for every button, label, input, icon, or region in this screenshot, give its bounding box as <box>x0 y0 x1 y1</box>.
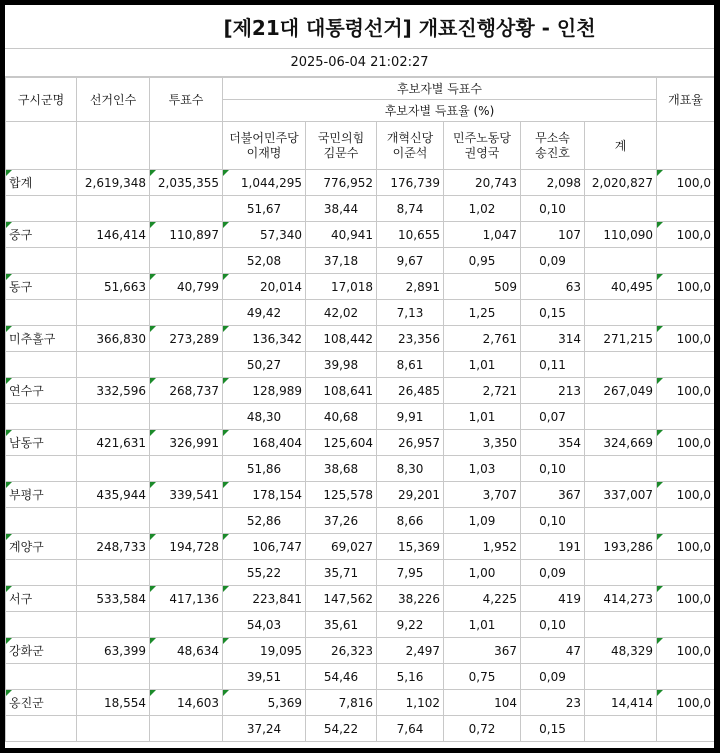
empty-cell <box>6 508 77 534</box>
progress-value: 100,0 <box>657 534 715 560</box>
candidate-rate: 8,66 <box>377 508 444 534</box>
candidate-count: 29,201 <box>377 482 444 508</box>
table-row-rates <box>6 196 715 222</box>
table-row-rates <box>6 560 715 586</box>
candidate-rate: 1,01 <box>444 352 521 378</box>
total-value: 324,669 <box>585 430 657 456</box>
electorate-value: 51,663 <box>77 274 150 300</box>
table-row-counts <box>6 222 715 248</box>
candidate-rate: 52,08 <box>223 248 306 274</box>
total-value: 193,286 <box>585 534 657 560</box>
candidate-rate: 9,91 <box>377 404 444 430</box>
empty-cell <box>657 716 715 742</box>
table-row-counts <box>6 326 715 352</box>
candidate-rate: 0,15 <box>521 716 585 742</box>
votes-value: 14,603 <box>150 690 223 716</box>
progress-value: 100,0 <box>657 378 715 404</box>
candidate-rate: 0,11 <box>521 352 585 378</box>
district-name: 옹진군 <box>6 690 77 716</box>
table-row-counts <box>6 534 715 560</box>
empty-cell <box>77 560 150 586</box>
empty-cell <box>657 404 715 430</box>
district-name: 남동구 <box>6 430 77 456</box>
empty-cell <box>150 456 223 482</box>
candidate-count: 2,098 <box>521 170 585 196</box>
empty-cell <box>657 560 715 586</box>
electorate-value: 366,830 <box>77 326 150 352</box>
votes-value: 110,897 <box>150 222 223 248</box>
candidate-rate: 0,15 <box>521 300 585 326</box>
progress-value: 100,0 <box>657 274 715 300</box>
candidate-count: 108,641 <box>306 378 377 404</box>
total-value: 110,090 <box>585 222 657 248</box>
votes-value: 417,136 <box>150 586 223 612</box>
progress-value: 100,0 <box>657 222 715 248</box>
empty-cell <box>77 352 150 378</box>
candidate-count: 20,014 <box>223 274 306 300</box>
empty-cell <box>6 404 77 430</box>
empty-cell <box>657 664 715 690</box>
candidate-rate: 51,86 <box>223 456 306 482</box>
candidate-count: 107 <box>521 222 585 248</box>
candidate-rate: 48,30 <box>223 404 306 430</box>
electorate-value: 248,733 <box>77 534 150 560</box>
progress-value: 100,0 <box>657 638 715 664</box>
candidate-rate: 0,10 <box>521 508 585 534</box>
candidate-rate: 8,30 <box>377 456 444 482</box>
empty-cell <box>585 560 657 586</box>
candidate-rate: 35,61 <box>306 612 377 638</box>
candidate-rate: 0,10 <box>521 612 585 638</box>
empty-cell <box>150 716 223 742</box>
votes-value: 40,799 <box>150 274 223 300</box>
candidate-count: 23 <box>521 690 585 716</box>
empty-cell <box>585 716 657 742</box>
progress-value: 100,0 <box>657 586 715 612</box>
candidate-rate: 54,03 <box>223 612 306 638</box>
candidate-count: 3,707 <box>444 482 521 508</box>
table-row-rates <box>6 404 715 430</box>
district-name: 중구 <box>6 222 77 248</box>
candidate-count: 5,369 <box>223 690 306 716</box>
candidate-rate: 50,27 <box>223 352 306 378</box>
empty-cell <box>585 664 657 690</box>
progress-value: 100,0 <box>657 690 715 716</box>
candidate-rate: 0,09 <box>521 248 585 274</box>
candidate-rate: 0,09 <box>521 664 585 690</box>
empty-cell <box>585 352 657 378</box>
empty-cell <box>657 612 715 638</box>
votes-value: 48,634 <box>150 638 223 664</box>
candidate-rate: 0,10 <box>521 456 585 482</box>
candidate-rate: 7,64 <box>377 716 444 742</box>
votes-value: 273,289 <box>150 326 223 352</box>
candidate-rate: 9,67 <box>377 248 444 274</box>
candidate-count: 104 <box>444 690 521 716</box>
empty-cell <box>585 456 657 482</box>
table-row-rates <box>6 612 715 638</box>
header-candidate-4: 민주노동당 권영국 <box>444 122 521 170</box>
candidate-rate: 1,09 <box>444 508 521 534</box>
empty-cell <box>6 716 77 742</box>
electorate-value: 533,584 <box>77 586 150 612</box>
empty-cell <box>6 456 77 482</box>
candidate-rate: 35,71 <box>306 560 377 586</box>
candidate-rate: 49,42 <box>223 300 306 326</box>
candidate-rate: 1,02 <box>444 196 521 222</box>
empty-cell <box>6 196 77 222</box>
table-row-rates <box>6 508 715 534</box>
table-row-counts <box>6 586 715 612</box>
candidate-count: 19,095 <box>223 638 306 664</box>
empty-cell <box>77 456 150 482</box>
header-district: 구시군명 <box>6 78 77 122</box>
empty-cell <box>6 560 77 586</box>
district-name: 계양구 <box>6 534 77 560</box>
votes-value: 339,541 <box>150 482 223 508</box>
progress-value: 100,0 <box>657 326 715 352</box>
header-candidate-1: 더불어민주당 이재명 <box>223 122 306 170</box>
empty-cell <box>657 248 715 274</box>
total-value: 337,007 <box>585 482 657 508</box>
candidate-count: 10,655 <box>377 222 444 248</box>
candidate-count: 57,340 <box>223 222 306 248</box>
candidate-count: 1,044,295 <box>223 170 306 196</box>
district-name: 미추홀구 <box>6 326 77 352</box>
empty-cell <box>150 508 223 534</box>
table-row-rates <box>6 664 715 690</box>
votes-value: 326,991 <box>150 430 223 456</box>
table-row-counts <box>6 690 715 716</box>
candidate-count: 128,989 <box>223 378 306 404</box>
candidate-rate: 8,74 <box>377 196 444 222</box>
empty-cell <box>150 352 223 378</box>
candidate-count: 38,226 <box>377 586 444 612</box>
candidate-rate: 37,24 <box>223 716 306 742</box>
empty-cell <box>657 508 715 534</box>
candidate-rate: 0,72 <box>444 716 521 742</box>
district-name: 서구 <box>6 586 77 612</box>
empty-cell <box>657 196 715 222</box>
candidate-rate: 52,86 <box>223 508 306 534</box>
empty-cell <box>585 612 657 638</box>
candidate-rate: 42,02 <box>306 300 377 326</box>
total-value: 2,020,827 <box>585 170 657 196</box>
table-row-counts <box>6 274 715 300</box>
candidate-count: 20,743 <box>444 170 521 196</box>
votes-value: 268,737 <box>150 378 223 404</box>
empty-cell <box>150 404 223 430</box>
candidate-rate: 38,44 <box>306 196 377 222</box>
candidate-count: 23,356 <box>377 326 444 352</box>
candidate-rate: 9,22 <box>377 612 444 638</box>
candidate-count: 106,747 <box>223 534 306 560</box>
table-row-counts <box>6 170 715 196</box>
electorate-value: 146,414 <box>77 222 150 248</box>
table-row-rates <box>6 716 715 742</box>
candidate-rate: 38,68 <box>306 456 377 482</box>
total-value: 14,414 <box>585 690 657 716</box>
votes-value: 2,035,355 <box>150 170 223 196</box>
header-blank <box>77 122 150 170</box>
total-value: 40,495 <box>585 274 657 300</box>
header-candidate-5: 무소속 송진호 <box>521 122 585 170</box>
candidate-count: 1,047 <box>444 222 521 248</box>
empty-cell <box>6 612 77 638</box>
header-blank <box>150 122 223 170</box>
candidate-rate: 5,16 <box>377 664 444 690</box>
header-blank <box>657 122 715 170</box>
timestamp: 2025-06-04 21:02:27 <box>5 49 714 77</box>
district-name: 합계 <box>6 170 77 196</box>
table-row-rates <box>6 352 715 378</box>
candidate-count: 509 <box>444 274 521 300</box>
candidate-count: 776,952 <box>306 170 377 196</box>
candidate-rate: 51,67 <box>223 196 306 222</box>
candidate-rate: 0,95 <box>444 248 521 274</box>
electorate-value: 435,944 <box>77 482 150 508</box>
electorate-value: 18,554 <box>77 690 150 716</box>
candidate-rate: 1,01 <box>444 404 521 430</box>
candidate-count: 419 <box>521 586 585 612</box>
empty-cell <box>150 664 223 690</box>
candidate-count: 1,102 <box>377 690 444 716</box>
results-table <box>5 77 714 742</box>
candidate-count: 176,739 <box>377 170 444 196</box>
candidate-rate: 7,13 <box>377 300 444 326</box>
district-name: 강화군 <box>6 638 77 664</box>
empty-cell <box>77 300 150 326</box>
header-candidate-rate: 후보자별 득표율 (%) <box>223 100 657 122</box>
candidate-count: 168,404 <box>223 430 306 456</box>
candidate-rate: 8,61 <box>377 352 444 378</box>
total-value: 48,329 <box>585 638 657 664</box>
electorate-value: 332,596 <box>77 378 150 404</box>
district-name: 연수구 <box>6 378 77 404</box>
empty-cell <box>6 248 77 274</box>
table-row-counts <box>6 638 715 664</box>
header-votes: 투표수 <box>150 78 223 122</box>
electorate-value: 63,399 <box>77 638 150 664</box>
empty-cell <box>585 508 657 534</box>
progress-value: 100,0 <box>657 430 715 456</box>
candidate-count: 147,562 <box>306 586 377 612</box>
empty-cell <box>150 560 223 586</box>
empty-cell <box>585 248 657 274</box>
empty-cell <box>6 664 77 690</box>
votes-value: 194,728 <box>150 534 223 560</box>
empty-cell <box>77 612 150 638</box>
district-name: 부평구 <box>6 482 77 508</box>
candidate-rate: 7,95 <box>377 560 444 586</box>
candidate-count: 213 <box>521 378 585 404</box>
candidate-count: 15,369 <box>377 534 444 560</box>
candidate-rate: 0,07 <box>521 404 585 430</box>
empty-cell <box>6 300 77 326</box>
empty-cell <box>150 612 223 638</box>
candidate-count: 2,761 <box>444 326 521 352</box>
header-candidate-3: 개혁신당 이준석 <box>377 122 444 170</box>
table-row-rates <box>6 248 715 274</box>
candidate-count: 354 <box>521 430 585 456</box>
table-row-counts <box>6 430 715 456</box>
candidate-rate: 1,01 <box>444 612 521 638</box>
candidate-count: 191 <box>521 534 585 560</box>
empty-cell <box>77 248 150 274</box>
district-name: 동구 <box>6 274 77 300</box>
candidate-count: 2,891 <box>377 274 444 300</box>
candidate-count: 3,350 <box>444 430 521 456</box>
progress-value: 100,0 <box>657 482 715 508</box>
total-value: 271,215 <box>585 326 657 352</box>
candidate-rate: 0,75 <box>444 664 521 690</box>
candidate-rate: 54,46 <box>306 664 377 690</box>
candidate-rate: 40,68 <box>306 404 377 430</box>
candidate-count: 367 <box>444 638 521 664</box>
empty-cell <box>150 248 223 274</box>
empty-cell <box>150 300 223 326</box>
total-value: 267,049 <box>585 378 657 404</box>
empty-cell <box>585 404 657 430</box>
candidate-count: 4,225 <box>444 586 521 612</box>
candidate-count: 47 <box>521 638 585 664</box>
electorate-value: 421,631 <box>77 430 150 456</box>
candidate-count: 26,485 <box>377 378 444 404</box>
candidate-count: 136,342 <box>223 326 306 352</box>
header-electorate: 선거인수 <box>77 78 150 122</box>
candidate-count: 1,952 <box>444 534 521 560</box>
candidate-rate: 1,00 <box>444 560 521 586</box>
table-row-rates <box>6 456 715 482</box>
candidate-count: 40,941 <box>306 222 377 248</box>
empty-cell <box>77 664 150 690</box>
candidate-rate: 37,26 <box>306 508 377 534</box>
empty-cell <box>77 508 150 534</box>
header-blank <box>6 122 77 170</box>
table-row-rates <box>6 300 715 326</box>
header-candidate-votes: 후보자별 득표수 <box>223 78 657 100</box>
progress-value: 100,0 <box>657 170 715 196</box>
candidate-count: 69,027 <box>306 534 377 560</box>
empty-cell <box>585 300 657 326</box>
total-value: 414,273 <box>585 586 657 612</box>
candidate-count: 125,604 <box>306 430 377 456</box>
page-title: [제21대 대통령선거] 개표진행상황 - 인천 <box>5 5 714 49</box>
candidate-count: 26,957 <box>377 430 444 456</box>
candidate-count: 17,018 <box>306 274 377 300</box>
empty-cell <box>150 196 223 222</box>
header-total: 계 <box>585 122 657 170</box>
candidate-count: 314 <box>521 326 585 352</box>
candidate-count: 63 <box>521 274 585 300</box>
candidate-rate: 1,03 <box>444 456 521 482</box>
candidate-rate: 39,51 <box>223 664 306 690</box>
candidate-count: 367 <box>521 482 585 508</box>
candidate-rate: 37,18 <box>306 248 377 274</box>
results-body <box>6 170 715 742</box>
empty-cell <box>77 716 150 742</box>
candidate-rate: 0,10 <box>521 196 585 222</box>
empty-cell <box>657 352 715 378</box>
candidate-rate: 1,25 <box>444 300 521 326</box>
candidate-count: 26,323 <box>306 638 377 664</box>
candidate-rate: 54,22 <box>306 716 377 742</box>
candidate-rate: 39,98 <box>306 352 377 378</box>
candidate-rate: 55,22 <box>223 560 306 586</box>
candidate-count: 108,442 <box>306 326 377 352</box>
candidate-count: 2,721 <box>444 378 521 404</box>
header-progress: 개표율 <box>657 78 715 122</box>
empty-cell <box>6 352 77 378</box>
empty-cell <box>77 404 150 430</box>
candidate-count: 223,841 <box>223 586 306 612</box>
candidate-rate: 0,09 <box>521 560 585 586</box>
candidate-count: 178,154 <box>223 482 306 508</box>
candidate-count: 7,816 <box>306 690 377 716</box>
candidate-count: 125,578 <box>306 482 377 508</box>
candidate-count: 2,497 <box>377 638 444 664</box>
empty-cell <box>585 196 657 222</box>
empty-cell <box>657 300 715 326</box>
results-panel <box>5 5 714 748</box>
electorate-value: 2,619,348 <box>77 170 150 196</box>
empty-cell <box>77 196 150 222</box>
table-row-counts <box>6 482 715 508</box>
empty-cell <box>657 456 715 482</box>
table-row-counts <box>6 378 715 404</box>
header-candidate-2: 국민의힘 김문수 <box>306 122 377 170</box>
